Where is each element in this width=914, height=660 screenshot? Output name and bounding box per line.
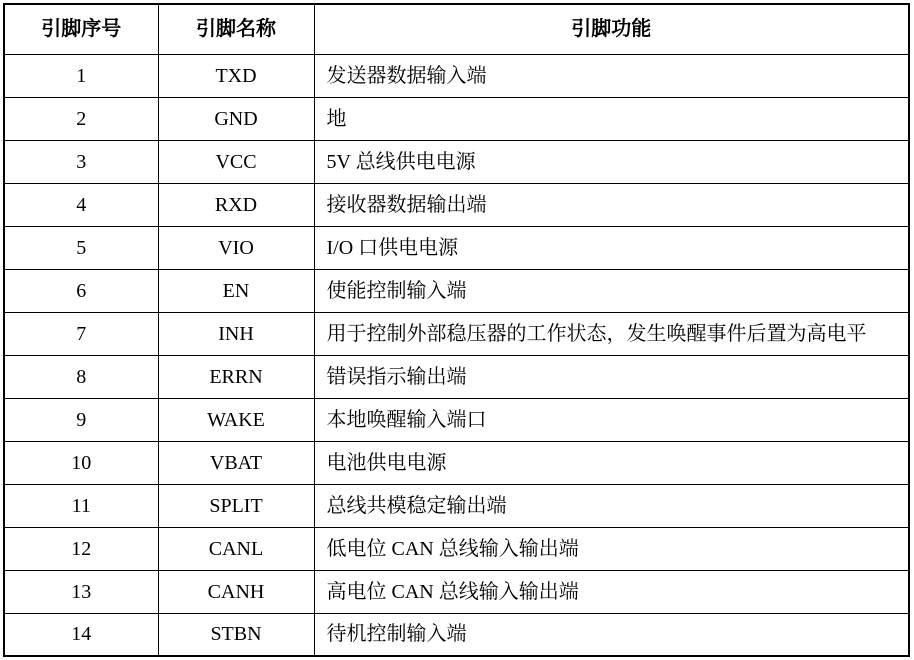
table-row [4, 355, 909, 398]
table-row [4, 183, 909, 226]
pin-function-cell: 接收器数据输出端 [314, 183, 909, 226]
pin-number-cell: 14 [4, 613, 158, 656]
pin-name-cell: TXD [158, 54, 314, 97]
pin-name-cell: CANH [158, 570, 314, 613]
table-row [4, 97, 909, 140]
pin-function-cell: 电池供电电源 [314, 441, 909, 484]
pin-number-cell: 4 [4, 183, 158, 226]
table-row [4, 570, 909, 613]
pin-name-cell: GND [158, 97, 314, 140]
pin-number-cell: 3 [4, 140, 158, 183]
pin-number-cell: 2 [4, 97, 158, 140]
pin-name-cell: EN [158, 269, 314, 312]
pin-number-cell: 1 [4, 54, 158, 97]
column-header-pin-function: 引脚功能 [314, 4, 909, 54]
pin-function-cell: 低电位 CAN 总线输入输出端 [314, 527, 909, 570]
pin-function-cell: 发送器数据输入端 [314, 54, 909, 97]
pin-number-cell: 10 [4, 441, 158, 484]
table-row [4, 269, 909, 312]
header-row [4, 4, 909, 54]
pin-function-cell: 用于控制外部稳压器的工作状态，发生唤醒事件后置为高电平 [314, 312, 909, 355]
pin-number-cell: 6 [4, 269, 158, 312]
table-row [4, 613, 909, 656]
pin-name-cell: ERRN [158, 355, 314, 398]
table-row [4, 312, 909, 355]
pin-name-cell: STBN [158, 613, 314, 656]
table-row [4, 226, 909, 269]
pin-function-cell: 待机控制输入端 [314, 613, 909, 656]
pin-function-cell: 5V 总线供电电源 [314, 140, 909, 183]
table-row [4, 441, 909, 484]
pin-function-cell: 使能控制输入端 [314, 269, 909, 312]
pin-name-cell: SPLIT [158, 484, 314, 527]
table-row [4, 484, 909, 527]
pin-name-cell: VBAT [158, 441, 314, 484]
pin-function-cell: 总线共模稳定输出端 [314, 484, 909, 527]
table-row [4, 527, 909, 570]
pin-number-cell: 7 [4, 312, 158, 355]
pin-number-cell: 12 [4, 527, 158, 570]
pin-name-cell: VIO [158, 226, 314, 269]
table-row [4, 54, 909, 97]
pin-name-cell: WAKE [158, 398, 314, 441]
pin-function-cell: 本地唤醒输入端口 [314, 398, 909, 441]
pin-name-cell: CANL [158, 527, 314, 570]
column-header-pin-number: 引脚序号 [4, 4, 158, 54]
column-header-pin-name: 引脚名称 [158, 4, 314, 54]
table-row [4, 140, 909, 183]
pin-function-cell: 地 [314, 97, 909, 140]
pin-number-cell: 11 [4, 484, 158, 527]
pin-number-cell: 13 [4, 570, 158, 613]
pin-function-cell: 错误指示输出端 [314, 355, 909, 398]
pin-number-cell: 5 [4, 226, 158, 269]
pin-name-cell: INH [158, 312, 314, 355]
pin-name-cell: RXD [158, 183, 314, 226]
pin-function-table [3, 3, 910, 657]
pin-function-cell: I/O 口供电电源 [314, 226, 909, 269]
pin-number-cell: 8 [4, 355, 158, 398]
table-row [4, 398, 909, 441]
pin-function-cell: 高电位 CAN 总线输入输出端 [314, 570, 909, 613]
pin-number-cell: 9 [4, 398, 158, 441]
pin-name-cell: VCC [158, 140, 314, 183]
